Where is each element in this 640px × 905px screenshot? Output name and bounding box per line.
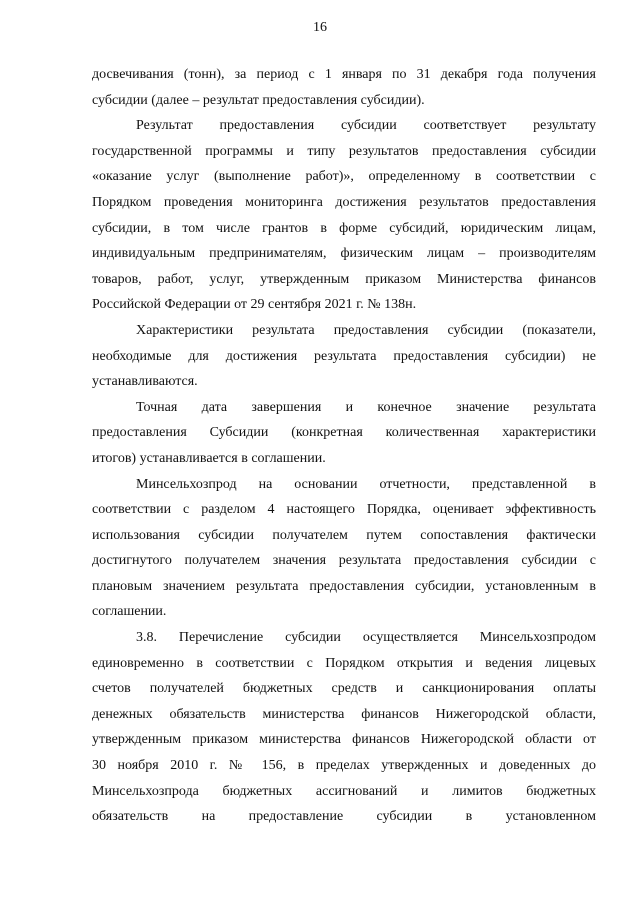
paragraph-line: «оказание услуг (выполнение работ)», определенному в соответствии с: [92, 169, 596, 185]
paragraph-line: товаров, работ, услуг, утвержденным приказом Министерства финансов: [92, 271, 596, 287]
paragraph-line: утвержденным приказом министерства финансов Нижегородской области от: [92, 732, 596, 748]
paragraph-line: использования субсидии получателем путем сопоставления фактически: [92, 527, 596, 543]
paragraph-line: Результат предоставления субсидии соответствует результату: [136, 118, 596, 134]
paragraph-line: предоставления Субсидии (конкретная количественная характеристики: [92, 425, 596, 441]
paragraph-line: Минсельхозпрода бюджетных ассигнований и лимитов бюджетных: [92, 783, 596, 799]
paragraph-line: Российской Федерации от 29 сентября 2021 г. № 138н.: [92, 297, 417, 313]
paragraph-line: единовременно в соответствии с Порядком открытия и ведения лицевых: [92, 655, 596, 671]
paragraph-line: Порядком проведения мониторинга достижения результатов предоставления: [92, 194, 596, 210]
paragraph-line: устанавливаются.: [92, 374, 198, 390]
paragraph-line: индивидуальным предпринимателям, физическим лицам – производителям: [92, 246, 596, 262]
paragraph-line: соответствии с разделом 4 настоящего Порядка, оценивает эффективность: [92, 502, 596, 518]
paragraph-line: необходимые для достижения результата предоставления субсидии) не: [92, 348, 596, 364]
paragraph-line: Характеристики результата предоставления субсидии (показатели,: [136, 322, 596, 338]
paragraph-line: субсидии (далее – результат предоставления субсидии).: [92, 92, 425, 108]
paragraph-line: 3.8. Перечисление субсидии осуществляется Минсельхозпродом: [136, 630, 596, 646]
paragraph-line: денежных обязательств министерства финансов Нижегородской области,: [92, 706, 596, 722]
paragraph-line: Точная дата завершения и конечное значение результата: [136, 399, 596, 415]
paragraph-line: плановым значением результата предоставления субсидии, установленным в: [92, 578, 596, 594]
paragraph-line: достигнутого получателем значения результата предоставления субсидии с: [92, 553, 596, 569]
paragraph-line: Минсельхозпрод на основании отчетности, представленной в: [136, 476, 596, 492]
page-number: 16: [313, 20, 327, 35]
paragraph-line: соглашении.: [92, 604, 167, 620]
paragraph-line: итогов) устанавливается в соглашении.: [92, 450, 326, 466]
paragraph-line: счетов получателей бюджетных средств и санкционирования оплаты: [92, 681, 596, 697]
paragraph-line: обязательств на предоставление субсидии в установленном: [92, 809, 596, 825]
paragraph-line: субсидии, в том числе грантов в форме субсидий, юридическим лицам,: [92, 220, 596, 236]
document-body: [92, 62, 596, 830]
paragraph-line: досвечивания (тонн), за период с 1 января по 31 декабря года получения: [92, 67, 596, 82]
paragraph-line: 30 ноября 2010 г. № 156, в пределах утвержденных и доведенных до: [92, 758, 596, 774]
paragraph-line: государственной программы и типу результатов предоставления субсидии: [92, 143, 596, 159]
